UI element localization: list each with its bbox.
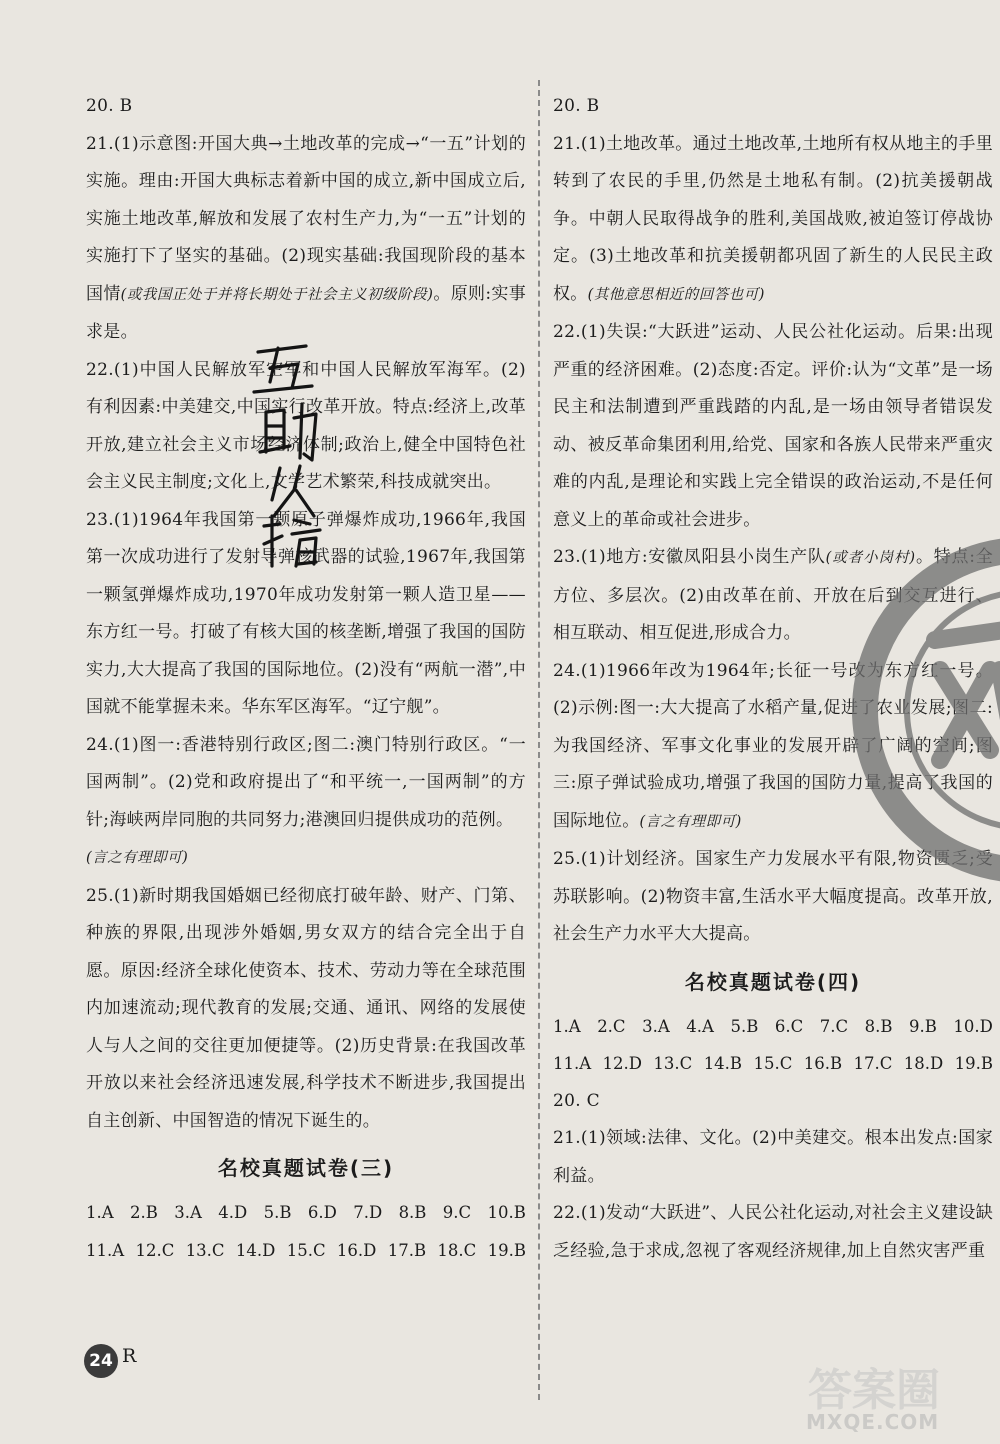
- mc-answer: 1.A: [553, 1016, 581, 1036]
- answer-22-section4: 22.(1)发动“大跃进”、人民公社化运动,对社会主义建设缺乏经验,急于求成,忽视了客观经济规律,加上自然灾害严重: [553, 1203, 993, 1261]
- mc-answer: 19.B: [487, 1240, 526, 1260]
- mc-answer: 10.D: [953, 1016, 993, 1036]
- mc-answer: 9.C: [442, 1203, 472, 1222]
- column-divider: [538, 80, 540, 1400]
- mc-answer: 6.D: [307, 1203, 337, 1222]
- mc-answer-row: [86, 1194, 526, 1232]
- answer-21-section4: 21.(1)领域:法律、文化。(2)中美建交。根本出发点:国家利益。: [553, 1128, 993, 1186]
- answer-22-left: 22.(1)中国人民解放军空军和中国人民解放军海军。(2)有利因素:中美建交,中国实行改革开放。特点:经济上,改革开放,建立社会主义市场经济体制;政治上,健全中国特色社会主义民主制度;文化上,文学艺术繁荣,科技成就突出。: [86, 359, 526, 492]
- mc-answer: 10.B: [487, 1203, 526, 1222]
- mc-answer: 2.C: [597, 1016, 626, 1036]
- mc-answer: 12.D: [602, 1054, 643, 1073]
- mc-answer: 11.A: [553, 1054, 592, 1073]
- mc-answer: 14.B: [703, 1054, 743, 1073]
- mc-answer: 3.A: [642, 1016, 670, 1036]
- mc-answer: 4.D: [218, 1203, 248, 1222]
- mc-answer: 17.C: [853, 1054, 893, 1073]
- left-column: [86, 88, 526, 1269]
- mc-answer: 6.C: [774, 1016, 804, 1036]
- mc-answer: 16.D: [336, 1240, 377, 1260]
- mc-answer: 13.C: [185, 1240, 225, 1260]
- mc-answer: 7.C: [819, 1016, 849, 1036]
- answer-23-left: 23.(1)1964年我国第一颗原子弹爆炸成功,1966年,我国第一次成功进行了发射导弹核武器的试验,1967年,我国第一颗氢弹爆炸成功,1970年成功发射第一颗人造卫星——东方红一号。打破了有核大国的核垄断,增强了我国的国防实力,大大提高了我国的国际地位。(2)没有“两航一潜”,中国就不能掌握未来。华东军区海军。“辽宁舰”。: [86, 509, 526, 717]
- answer-22-right: 22.(1)失误:“大跃进”运动、人民公社化运动。后果:出现严重的经济困难。(2)态度:否定。评价:认为“文革”是一场民主和法制遭到严重践踏的内乱,是一场由领导者错误发动、被反革命集团利用,给党、国家和各族人民带来严重灾难的内乱,是理论和实践上完全错误的政治运动,不是任何意义上的革命或社会进步。: [553, 322, 993, 530]
- mc-answer: 15.C: [286, 1240, 326, 1260]
- mc-answer: 17.B: [387, 1240, 427, 1260]
- mc-answer: 7.D: [353, 1203, 383, 1222]
- mc-answer: 5.B: [730, 1016, 759, 1036]
- mc-answer: 13.C: [653, 1054, 693, 1073]
- section-title-3: 名校真题试卷(三): [217, 1156, 395, 1180]
- answer-note: (其他意思相近的回答也可): [587, 286, 765, 303]
- mc-answer-row: [86, 1232, 526, 1270]
- mc-answer: 12.C: [135, 1240, 175, 1260]
- section-title-4: 名校真题试卷(四): [684, 969, 862, 994]
- mc-answer-row: [553, 1045, 993, 1083]
- answer-20-right: 20. B: [553, 96, 600, 116]
- watermark-text: 答案圈: [808, 1365, 940, 1416]
- mc-answer: 2.B: [130, 1203, 158, 1222]
- handwritten-annotation: [250, 340, 330, 570]
- mc-answer: 1.A: [86, 1203, 114, 1222]
- mc-answer: 15.C: [753, 1054, 793, 1073]
- answer-23-right: 23.(1)地方:安徽凤阳县小岗生产队(或者小岗村)。特点:全方位、多层次。(2)由改革在前、开放在后到交互进行、相互联动、相互促进,形成合力。: [553, 547, 993, 643]
- answer-21-left: 21.(1)示意图:开国大典→土地改革的完成→“一五”计划的实施。理由:开国大典标志着新中国的成立,新中国成立后,实施土地改革,解放和发展了农村生产力,为“一五”计划的实施打下了坚实的基础。(2)现实基础:我国现阶段的基本国情(或我国正处于并将长期处于社会主义初级阶段)。原则:实事求是。: [86, 133, 527, 342]
- answer-24-right: 24.(1)1966年改为1964年;长征一号改为东方红一号。(2)示例:图一:大大提高了水稻产量,促进了农业发展;图二:为我国经济、军事文化事业的发展开辟了广阔的空间;图三:原子弹试验成功,增强了我国的国防力量,提高了我国的国际地位。(言之有理即可): [553, 660, 993, 831]
- mc-answer: 14.D: [235, 1240, 276, 1260]
- mc-answer: 8.B: [398, 1203, 427, 1222]
- answer-21-right: 21.(1)土地改革。通过土地改革,土地所有权从地主的手里转到了农民的手里,仍然是土地私有制。(2)抗美援朝战争。中朝人民取得战争的胜利,美国战败,被迫签订停战协定。(3)土地改革和抗美援朝都巩固了新生的人民民主政权。(其他意思相近的回答也可): [553, 133, 993, 304]
- mc-answer: 18.C: [437, 1240, 477, 1260]
- answer-note: (言之有理即可): [86, 850, 189, 866]
- edition-letter: R: [122, 1345, 137, 1367]
- answer-20-left: 20. B: [86, 96, 133, 116]
- answer-note: (或我国正处于并将长期处于社会主义初级阶段): [120, 286, 434, 303]
- seal-stamp: [840, 520, 1000, 900]
- mc-answer: 4.A: [686, 1016, 714, 1036]
- mc-answer: 18.D: [903, 1054, 944, 1073]
- mc-answer-row: [553, 1008, 993, 1046]
- answer-20-section4: 20. C: [553, 1090, 600, 1111]
- mc-answer: 19.B: [954, 1054, 993, 1073]
- mc-answer: 5.B: [263, 1203, 292, 1222]
- mc-answer: 11.A: [86, 1240, 125, 1260]
- answer-note: (或者小岗村): [825, 550, 916, 566]
- answer-24-left: 24.(1)图一:香港特别行政区;图二:澳门特别行政区。“一国两制”。(2)党和政府提出了“和平统一,一国两制”的方针;海峡两岸同胞的共同努力;港澳回归提供成功的范例。 (言之有理即可): [86, 734, 526, 866]
- mc-answer: 9.B: [909, 1016, 937, 1036]
- answer-25-left: 25.(1)新时期我国婚姻已经彻底打破年龄、财产、门第、种族的界限,出现涉外婚姻,男女双方的结合完全出于自愿。原因:经济全球化使资本、技术、劳动力等在全球范围内加速流动;现代教育的发展;交通、通讯、网络的发展使人与人之间的交往更加便捷等。(2)历史背景:在我国改革开放以来社会经济迅速发展,科学技术不断进步,我国提出自主创新、中国智造的情况下诞生的。: [86, 885, 526, 1131]
- mc-answer: 16.B: [803, 1054, 843, 1073]
- answer-note: (言之有理即可): [639, 813, 742, 830]
- site-watermark: [778, 1354, 988, 1434]
- answer-25-right: 25.(1)计划经济。国家生产力发展水平有限,物资匮乏;受苏联影响。(2)物资丰富,生活水平大幅度提高。改革开放,社会生产力水平大大提高。: [553, 849, 993, 944]
- mc-answer: 3.A: [174, 1203, 202, 1222]
- watermark-url: MXQE.COM: [806, 1410, 940, 1434]
- page-number-badge: 24: [84, 1344, 118, 1378]
- mc-answer: 8.B: [864, 1016, 893, 1036]
